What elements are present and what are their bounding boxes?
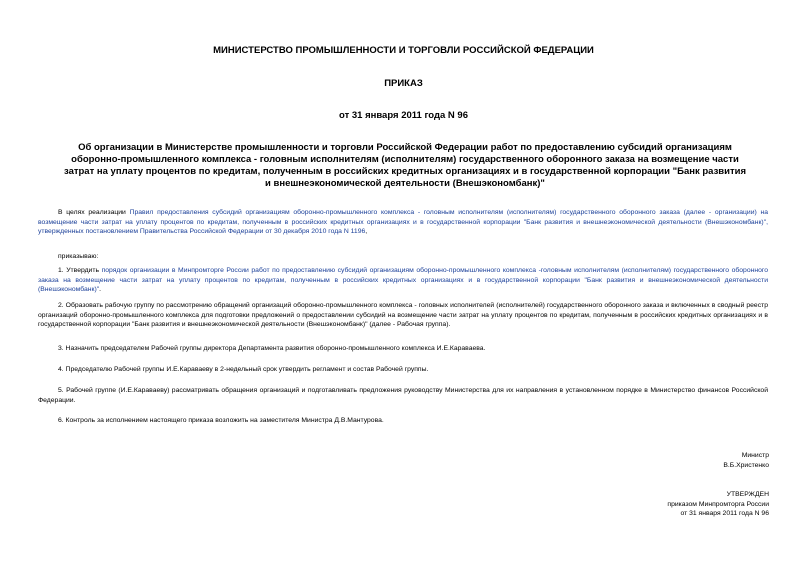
- paragraph-5: 5. Рабочей группе (И.Е.Караваеву) рассматривать обращения организаций и подготавливать предложения руководству Министерства для их направления в установленном порядке в Министерство финансов Российской Федерации.: [38, 387, 768, 404]
- intro-paragraph: [38, 208, 768, 237]
- order-title: ПРИКАЗ: [384, 78, 423, 89]
- rules-link[interactable]: Правил предоставления субсидий организациям оборонно-промышленного комплекса - головным исполнителям (исполнителям) государственного оборонного заказа (далее - организации) на возмещение части затрат на уплату процентов по кредитам, полученным в российских кредитных организациях и в государственной корпорации "Банк развития и внешнеэкономической деятельности (Внешэкономбанк)", утвержденных постановлением Правительства Российской Федерации от 30 декабря 2010 года N 1196: [38, 209, 768, 235]
- paragraph-2: 2. Образовать рабочую группу по рассмотрению обращений организаций оборонно-промышленного комплекса - головных исполнителей (исполнителей) государственного оборонного заказа и включенных в сводный реестр организаций оборонно-промышленного комплекса для подготовки предложений о предоставлении субсидий на возмещение части затрат на уплату процентов по кредитам, полученным в российских кредитных организациях и в государственной корпорации "Банк развития и внешнеэкономической деятельности (Внешэкономбанк)" (далее - Рабочая группа).: [38, 302, 768, 328]
- procedure-link[interactable]: порядок организации в Минпромторге России работ по предоставлению субсидий организациям оборонно-промышленного комплекса -головным исполнителям (исполнителям) государственного оборонного заказа на возмещение части затрат на уплату процентов по кредитам, полученным в российских кредитных организациях и в государственной корпорации "Банк развития и внешнеэкономической деятельности (Внешэкономбанк)": [38, 267, 768, 293]
- signature-title: Министр: [741, 452, 769, 459]
- ministry-name: МИНИСТЕРСТВО ПРОМЫШЛЕННОСТИ И ТОРГОВЛИ РОССИЙСКОЙ ФЕДЕРАЦИИ: [213, 45, 594, 56]
- order-date: от 31 января 2011 года N 96: [339, 110, 468, 121]
- approval-title: УТВЕРЖДЕН: [726, 491, 769, 498]
- intro-suffix: ,: [365, 228, 368, 235]
- signature-name: В.Б.Христенко: [723, 462, 769, 469]
- p1-prefix: 1. Утвердить: [58, 267, 102, 274]
- approval-line-1: приказом Минпромторга России: [667, 501, 769, 508]
- approval-line-2: от 31 января 2011 года N 96: [680, 510, 769, 517]
- intro-prefix: В целях реализации: [58, 209, 130, 216]
- paragraph-1: [38, 266, 768, 295]
- paragraph-6: 6. Контроль за исполнением настоящего приказа возложить на заместителя Министра Д.В.Мантурова.: [58, 417, 384, 424]
- paragraph-3: 3. Назначить председателем Рабочей группы директора Департамента развития оборонно-промышленного комплекса И.Е.Караваева.: [58, 345, 486, 352]
- p1-suffix: .: [99, 286, 102, 293]
- orders-label: приказываю:: [58, 253, 99, 260]
- paragraph-4: 4. Председателю Рабочей группы И.Е.Караваеву в 2-недельный срок утвердить регламент и состав Рабочей группы.: [58, 366, 429, 373]
- order-heading: Об организации в Министерстве промышленности и торговли Российской Федерации работ по предоставлению субсидий организациям оборонно-промышленного комплекса - головным исполнителям (исполнителям) государственного оборонного заказа на возмещение части затрат на уплату процентов по кредитам, полученным в российских кредитных организациях и в государственной корпорации "Банк развития и внешнеэкономической деятельности (Внешэкономбанк)": [63, 142, 747, 189]
